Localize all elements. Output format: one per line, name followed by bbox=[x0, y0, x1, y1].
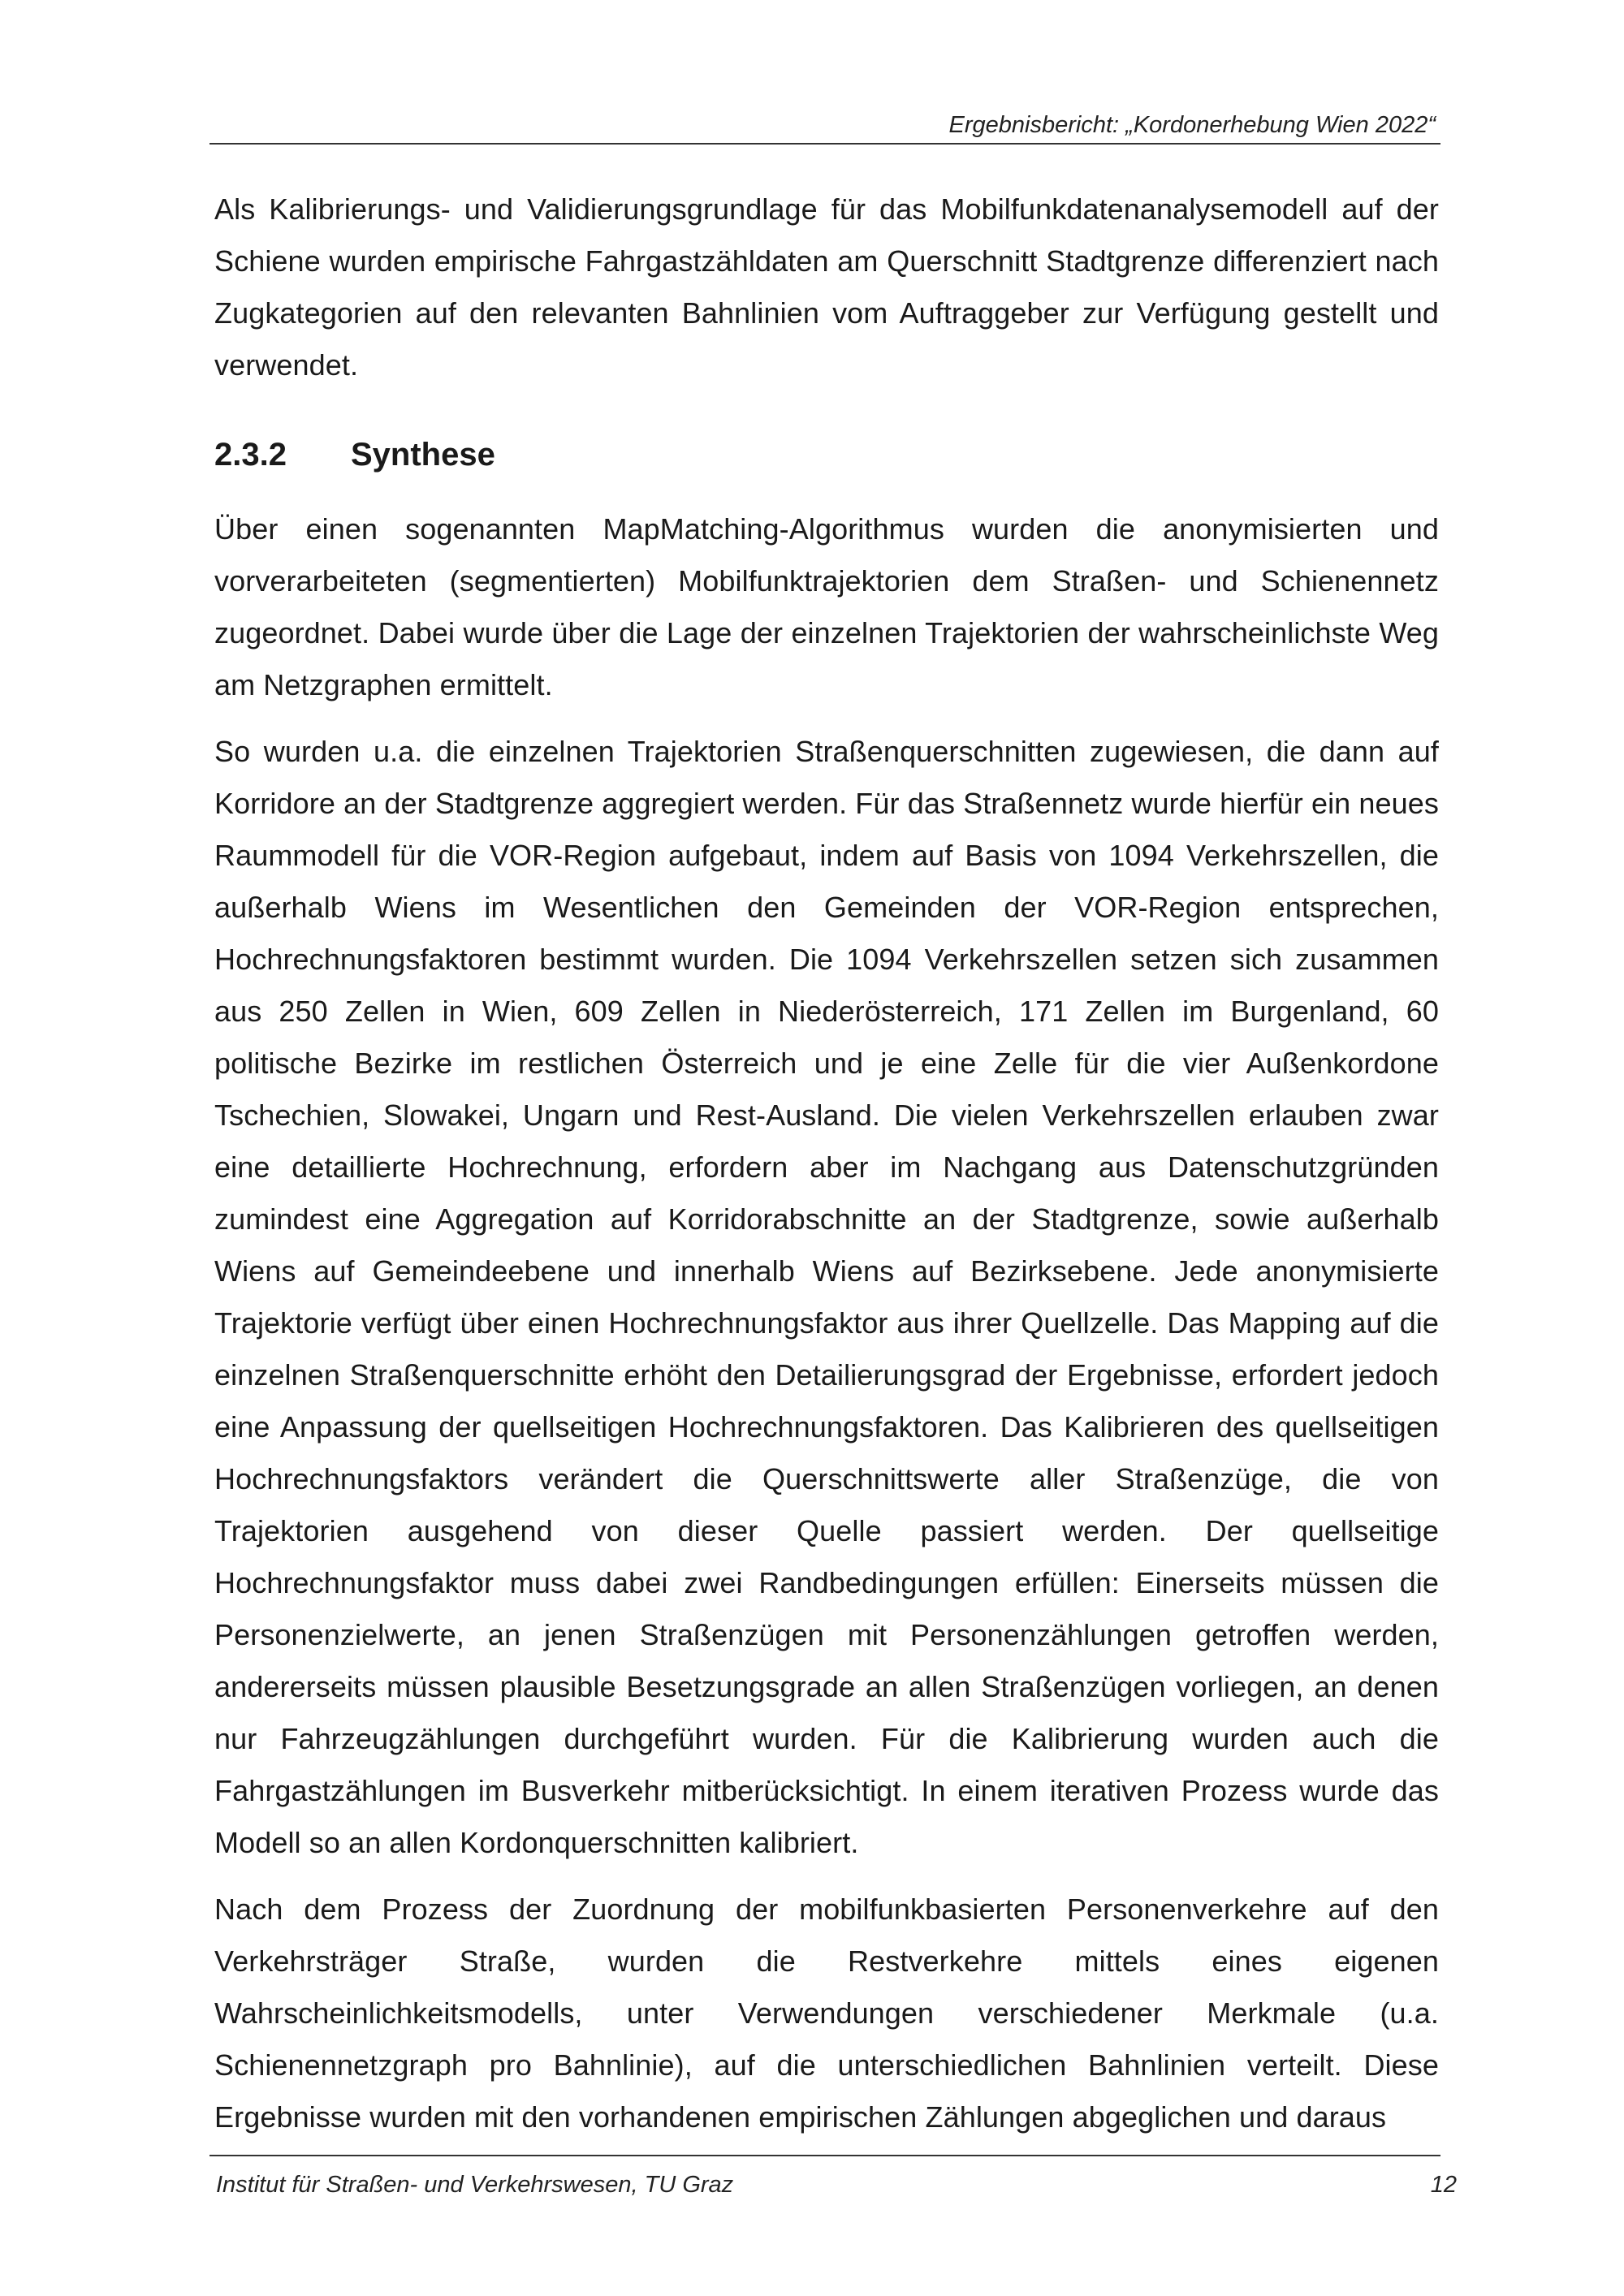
footer-institution: Institut für Straßen- und Verkehrswesen, TU Graz bbox=[216, 2172, 734, 2198]
footer-divider bbox=[209, 2155, 1440, 2156]
running-header: Ergebnisbericht: „Kordonerhebung Wien 2022“ bbox=[948, 112, 1436, 138]
paragraph-calibration-basis: Als Kalibrierungs- und Validierungsgrundlage für das Mobilfunkdatenanalysemodell auf der Schiene wurden empirische Fahrgastzähldaten am Querschnitt Stadtgrenze differenziert nach Zugkategorien auf den relevanten Bahnlinien vom Auftraggeber zur Verfügung gestellt und verwendet. bbox=[214, 192, 1439, 382]
section-title: Synthese bbox=[351, 437, 495, 473]
section-heading bbox=[214, 430, 1439, 479]
page-number: 12 bbox=[1430, 2172, 1457, 2198]
section-number: 2.3.2 bbox=[214, 437, 287, 473]
body-content bbox=[214, 183, 1439, 2158]
paragraph-rail-distribution: Nach dem Prozess der Zuordnung der mobilfunkbasierten Personenverkehre auf den Verkehrsträger Straße, wurden die Restverkehre mittels eines eigenen Wahrscheinlichkeitsmodells, unter Verwendungen verschiedener Merkmale (u.a. Schienennetzgraph pro Bahnlinie), auf die unterschiedlichen Bahnlinien verteilt. Diese Ergebnisse wurden mit den vorhandenen empirischen Zählungen abgeglichen und daraus bbox=[214, 1892, 1439, 2134]
paragraph-mapmatching: Über einen sogenannten MapMatching-Algorithmus wurden die anonymisierten und vorverarbeiteten (segmentierten) Mobilfunktrajektorien dem Straßen- und Schienennetz zugeordnet. Dabei wurde über die Lage der einzelnen Trajektorien der wahrscheinlichste Weg am Netzgraphen ermittelt. bbox=[214, 512, 1439, 701]
header-divider bbox=[209, 143, 1440, 145]
paragraph-traffic-zones: So wurden u.a. die einzelnen Trajektorien Straßenquerschnitten zugewiesen, die dann auf Korridore an der Stadtgrenze aggregiert werden. Für das Straßennetz wurde hierfür ein neues Raummodell für die VOR-Region aufgebaut, indem auf Basis von 1094 Verkehrszellen, die außerhalb Wiens im Wesentlichen den Gemeinden der VOR-Region entsprechen, Hochrechnungsfaktoren bestimmt wurden. Die 1094 Verkehrszellen setzen sich zusammen aus 250 Zellen in Wien, 609 Zellen in Niederösterreich, 171 Zellen im Burgenland, 60 politische Bezirke im restlichen Österreich und je eine Zelle für die vier Außenkordone Tschechien, Slowakei, Ungarn und Rest-Ausland. Die vielen Verkehrszellen erlauben zwar eine detaillierte Hochrechnung, erfordern aber im Nachgang aus Datenschutzgründen zumindest eine Aggregation auf Korridorabschnitte an der Stadtgrenze, sowie außerhalb Wiens auf Gemeindeebene und innerhalb Wiens auf Bezirksebene. Jede anonymisierte Trajektorie verfügt über einen Hochrechnungsfaktor aus ihrer Quellzelle. Das Mapping auf die einzelnen Straßenquerschnitte erhöht den Detailierungsgrad der Ergebnisse, erfordert jedoch eine Anpassung der quellseitigen Hochrechnungsfaktoren. Das Kalibrieren des quellseitigen Hochrechnungsfaktors verändert die Querschnittswerte aller Straßenzüge, die von Trajektorien ausgehend von dieser Quelle passiert werden. Der quellseitige Hochrechnungsfaktor muss dabei zwei Randbedingungen erfüllen: Einerseits müssen die Personenzielwerte, an jenen Straßenzügen mit Personenzählungen getroffen werden, andererseits müssen plausible Besetzungsgrade an allen Straßenzügen vorliegen, an denen nur Fahrzeugzählungen durchgeführt wurden. Für die Kalibrierung wurden auch die Fahrgastzählungen im Busverkehr mitberücksichtigt. In einem iterativen Prozess wurde das Modell so an allen Kordonquerschnitten kalibriert. bbox=[214, 735, 1439, 1859]
